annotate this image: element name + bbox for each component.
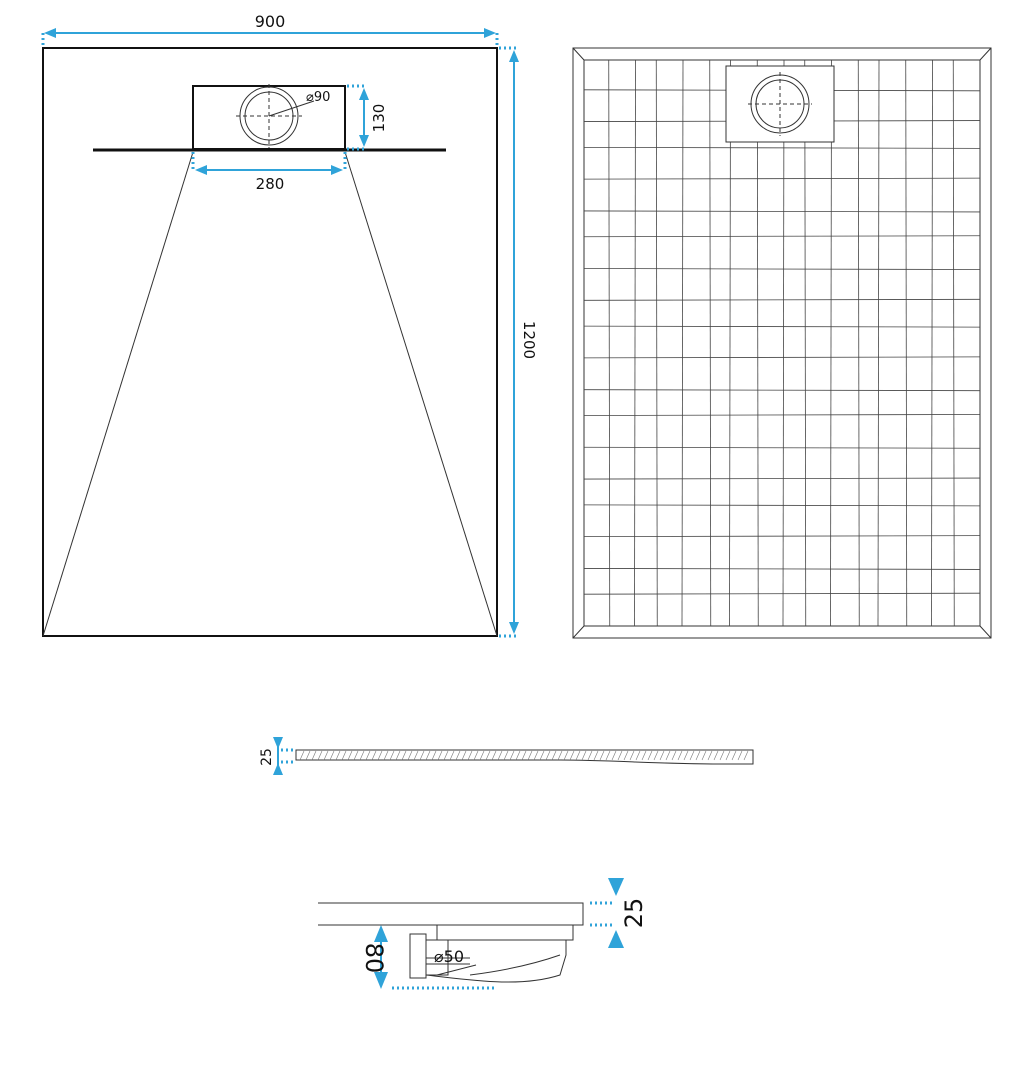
channel-depth-dimension: [347, 86, 369, 149]
drain-icon: [236, 84, 314, 148]
tray-thickness-label: 25: [620, 897, 648, 929]
drain-section-view: [318, 878, 648, 989]
drain-height-label: 80: [360, 942, 388, 974]
channel-width-label: 280: [255, 175, 285, 193]
channel-width-dimension: [193, 152, 345, 175]
drain-diameter-label: ⌀90: [306, 90, 331, 105]
length-dimension: [499, 48, 519, 636]
textured-top-view: [573, 48, 991, 638]
width-label: 900: [254, 12, 286, 31]
slope-line-right: [345, 152, 497, 636]
channel-depth-label: 130: [370, 103, 388, 133]
side-section-view: [259, 737, 753, 775]
side-thickness-label: 25: [259, 748, 275, 766]
plan-view: [43, 12, 538, 636]
tray-outline: [43, 48, 497, 636]
slope-line-left: [43, 152, 193, 636]
width-dimension: [43, 28, 497, 48]
pipe-diameter-label: ⌀50: [434, 947, 464, 966]
section-hatch: [300, 751, 748, 760]
length-label: 1200: [520, 320, 538, 360]
slate-texture-grid: [584, 60, 980, 626]
